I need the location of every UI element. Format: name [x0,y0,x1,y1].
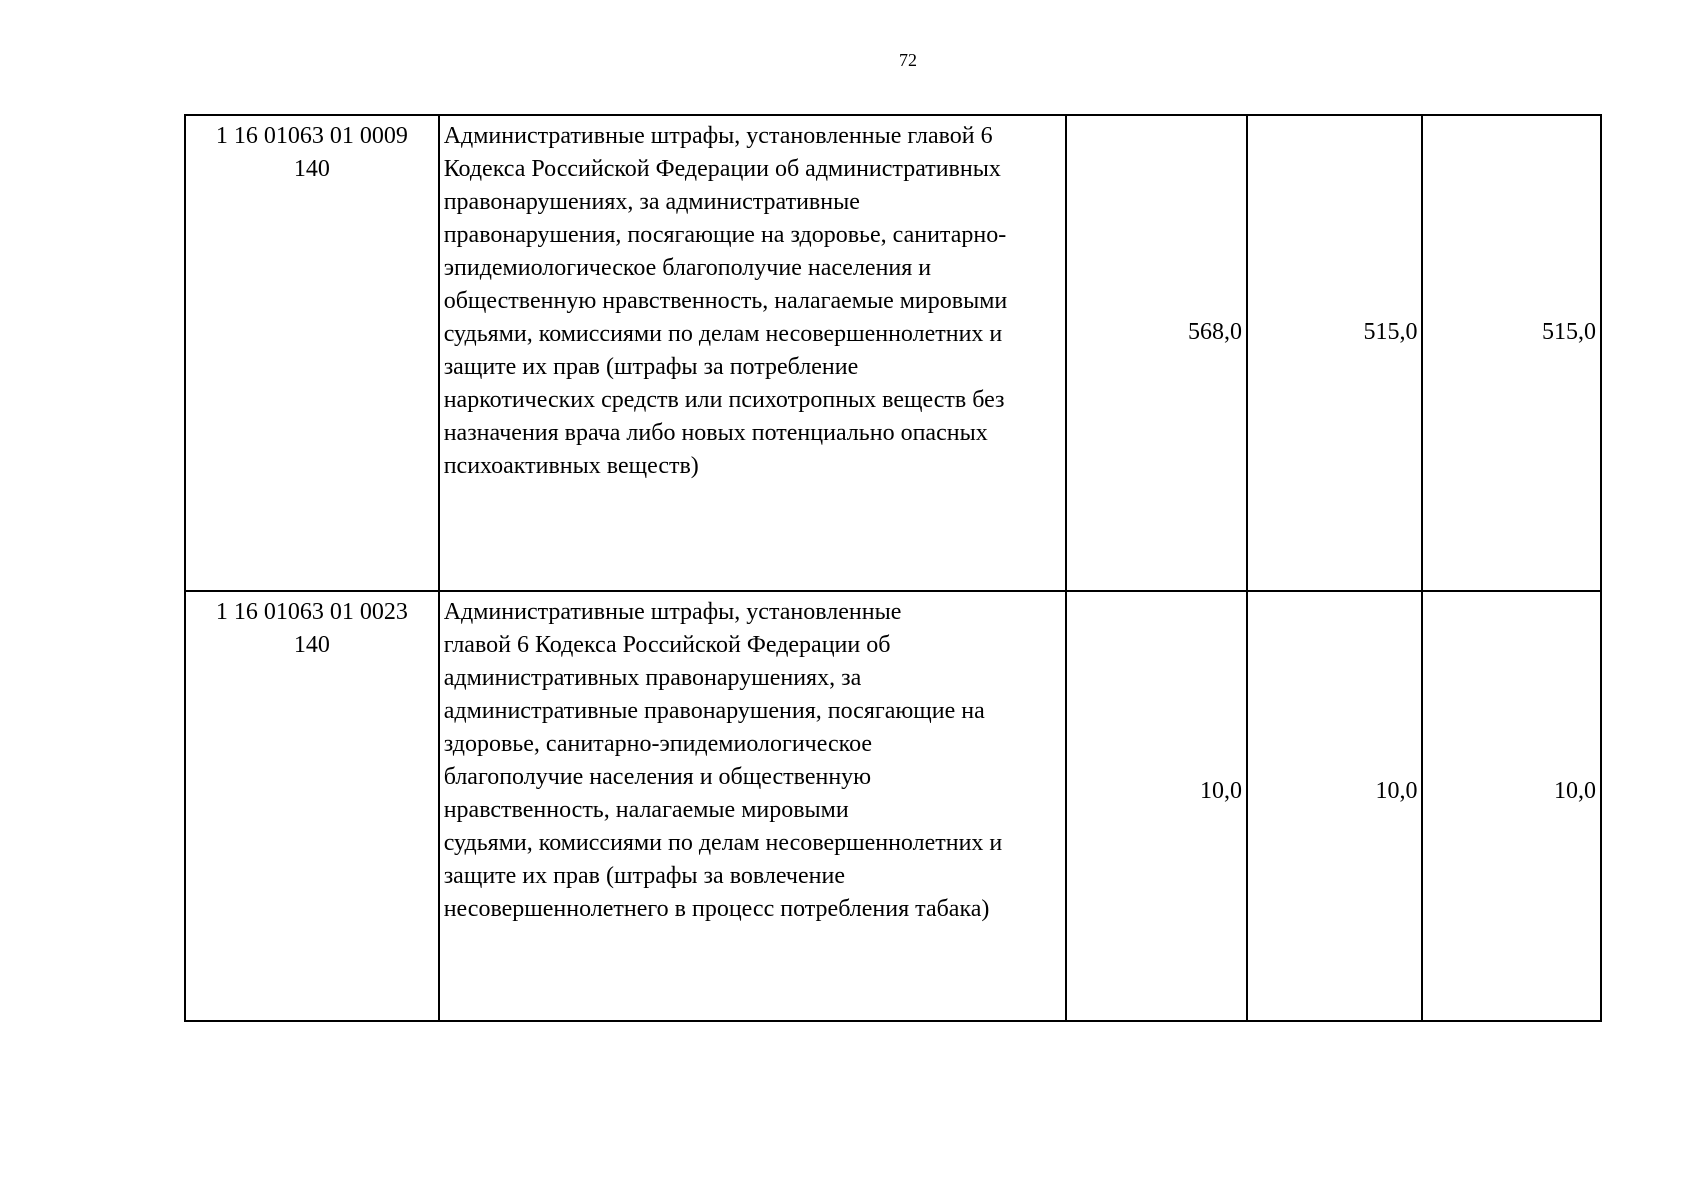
revenue-name-line: назначения врача либо новых потенциально опасных [443,420,988,446]
revenue-name-line: защите их прав (штрафы за потребление [443,354,859,380]
table-row [185,591,1601,1021]
revenue-name-line: нравственность, налагаемые мировыми [443,797,849,823]
revenue-name-line: благополучие населения и общественную [443,764,872,790]
revenue-name-cell [439,591,1067,1021]
amount-cell: 10,0 [1247,591,1422,1021]
page-number: 72 [899,50,917,70]
budget-revenue-table [184,114,1602,1022]
revenue-name-line: судьями, комиссиями по делам несовершеннолетних и [443,321,1003,347]
revenue-name-line: психоактивных веществ) [443,453,699,479]
revenue-name-line: несовершеннолетнего в процесс потребления табака) [443,896,990,922]
revenue-name-line: административных правонарушениях, за [443,665,862,691]
table-row [185,115,1601,591]
amount-cell: 10,0 [1422,591,1601,1021]
revenue-name-line: административные правонарушения, посягающие на [443,698,985,724]
amount-cell: 568,0 [1066,115,1247,591]
revenue-name-line: главой 6 Кодекса Российской Федерации об [443,632,891,658]
revenue-name-line: Административные штрафы, установленные [443,599,902,625]
revenue-name-line: общественную нравственность, налагаемые мировыми [443,288,1008,314]
budget-code-line: 140 [293,632,330,658]
revenue-name-line: защите их прав (штрафы за вовлечение [443,863,845,889]
revenue-name-line: эпидемиологическое благополучие населения и [443,255,932,281]
amount-cell: 515,0 [1247,115,1422,591]
revenue-name-line: Административные штрафы, установленные главой 6 [443,123,993,149]
budget-code-cell [185,591,439,1021]
revenue-name-line: судьями, комиссиями по делам несовершеннолетних и [443,830,1003,856]
revenue-name-line: здоровье, санитарно-эпидемиологическое [443,731,873,757]
budget-code-line: 1 16 01063 01 0023 [215,599,408,625]
budget-code-line: 140 [293,156,330,182]
budget-code-line: 1 16 01063 01 0009 [215,123,408,149]
revenue-name-line: наркотических средств или психотропных веществ без [443,387,1005,413]
revenue-name-line: Кодекса Российской Федерации об административных [443,156,1001,182]
revenue-name-cell [439,115,1067,591]
revenue-name-line: правонарушения, посягающие на здоровье, санитарно- [443,222,1007,248]
revenue-name-line: правонарушениях, за административные [443,189,860,215]
budget-code-cell [185,115,439,591]
amount-cell: 515,0 [1422,115,1601,591]
amount-cell: 10,0 [1066,591,1247,1021]
